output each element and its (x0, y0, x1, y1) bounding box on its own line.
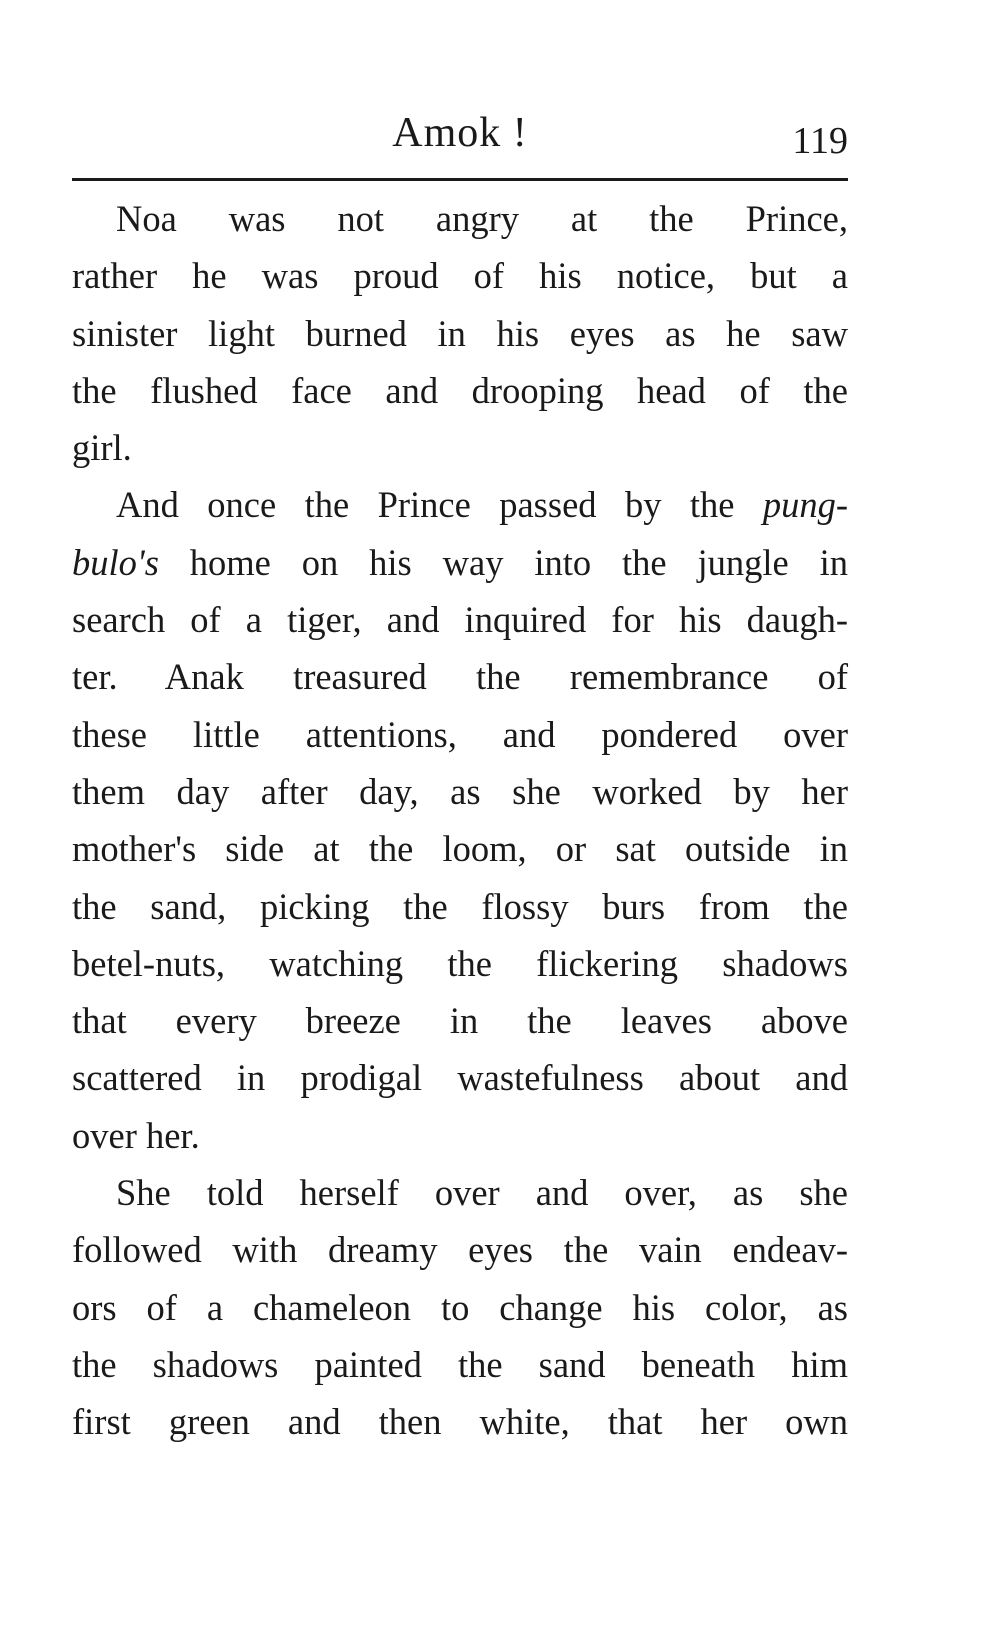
text-line: Noa was not angry at the Prince, (116, 198, 848, 239)
text-line: first green and then white, that her own (72, 1401, 848, 1443)
running-head (72, 108, 848, 162)
text-line: betel-nuts, watching the flickering shadows (72, 942, 848, 984)
page-number: 119 (792, 120, 848, 162)
text-line: mother's side at the loom, or sat outside in (72, 828, 848, 870)
text-line: over her. (72, 1114, 200, 1156)
text-line (72, 476, 848, 533)
header-rule (72, 178, 848, 181)
italic-word: pung- (762, 484, 848, 526)
italic-word: bulo's (72, 541, 159, 583)
text-line: the flushed face and drooping head of the (72, 369, 848, 411)
text-line: these little attentions, and pondered over (72, 713, 848, 755)
text-span: home on his way into the jungle in (158, 541, 848, 583)
text-span: And once the Prince passed by the (116, 484, 763, 526)
text-line: sinister light burned in his eyes as he saw (72, 312, 848, 354)
text-line: She told herself over and over, as she (116, 1172, 848, 1214)
text-line: that every breeze in the leaves above (72, 1000, 848, 1042)
running-title: Amok ! (392, 110, 528, 156)
text-line: scattered in prodigal wastefulness about and (72, 1057, 848, 1099)
text-line: ors of a chameleon to change his color, as (72, 1286, 848, 1328)
text-line: them day after day, as she worked by her (72, 770, 848, 812)
body-text (72, 190, 848, 1451)
text-line: search of a tiger, and inquired for his daugh- (72, 599, 848, 641)
text-line: rather he was proud of his notice, but a (72, 255, 848, 297)
text-line: girl. (72, 427, 132, 469)
text-line (72, 534, 848, 591)
text-line: the shadows painted the sand beneath him (72, 1343, 848, 1385)
text-line: the sand, picking the flossy burs from the (72, 885, 848, 927)
text-line: followed with dreamy eyes the vain endeav- (72, 1229, 848, 1271)
text-line: ter. Anak treasured the remembrance of (72, 656, 848, 698)
